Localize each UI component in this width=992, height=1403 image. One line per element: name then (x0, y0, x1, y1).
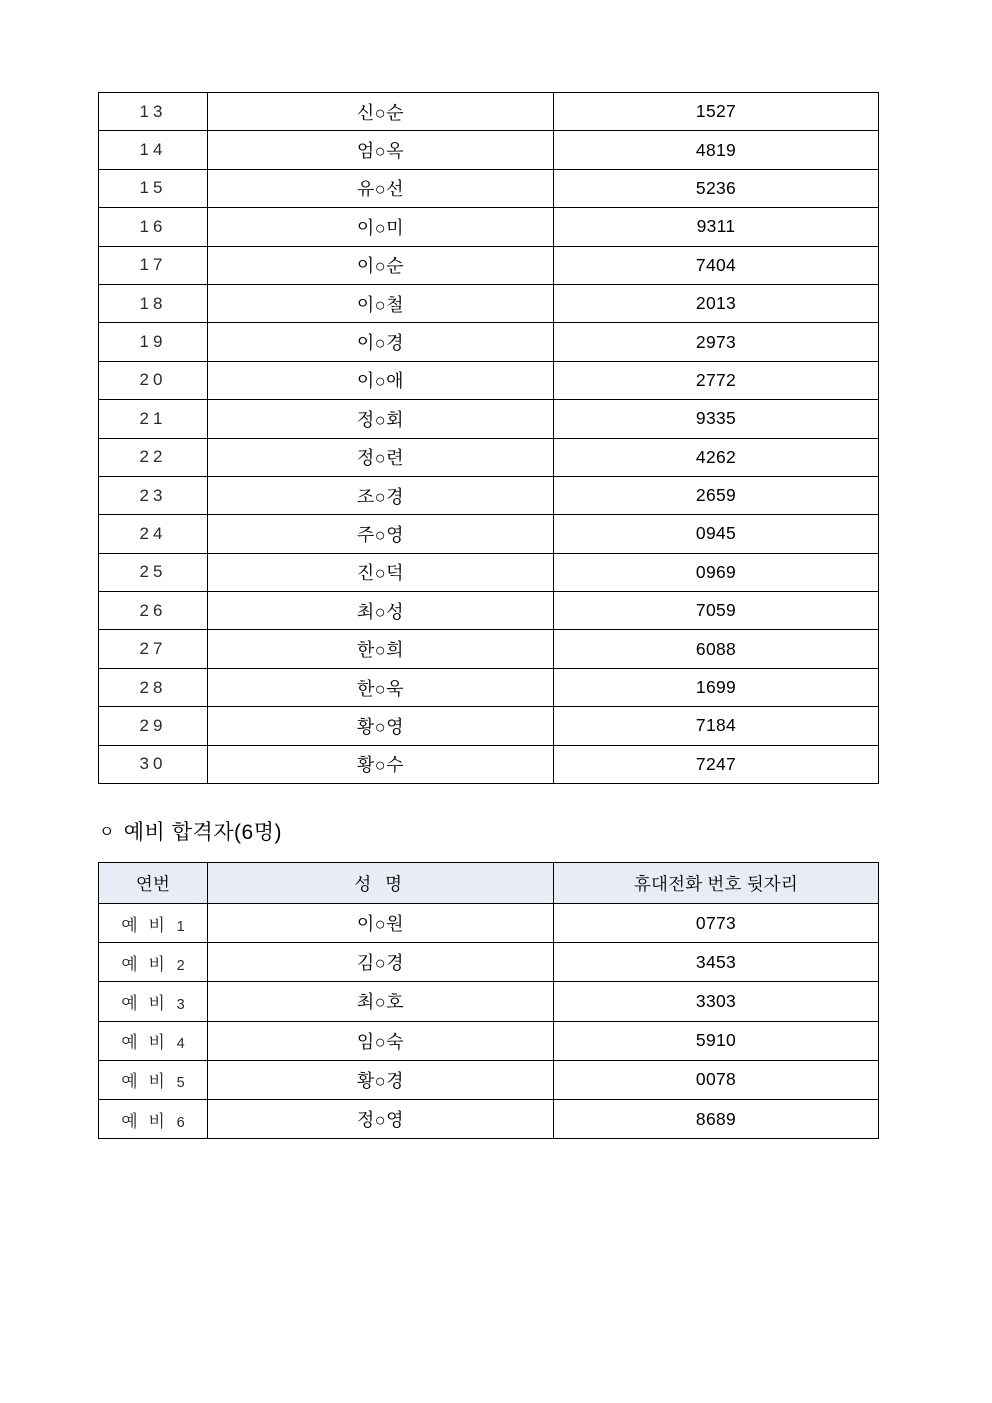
table-row (99, 707, 879, 745)
row-sequence (99, 943, 208, 982)
reserve-number: 1 (176, 918, 185, 935)
row-phone: 9311 (554, 208, 879, 246)
table-row (99, 1099, 879, 1138)
row-sequence: 25 (99, 553, 208, 591)
table-row (99, 476, 879, 514)
table-row (99, 1060, 879, 1099)
row-name: 조○경 (208, 476, 554, 514)
table-row (99, 668, 879, 706)
row-sequence: 13 (99, 93, 208, 131)
row-name: 한○희 (208, 630, 554, 668)
table-row (99, 208, 879, 246)
row-name: 정○영 (208, 1099, 554, 1138)
row-name: 한○욱 (208, 668, 554, 706)
table-row (99, 943, 879, 982)
row-name: 이○순 (208, 246, 554, 284)
row-sequence: 30 (99, 745, 208, 783)
row-sequence: 29 (99, 707, 208, 745)
reserve-table-body (99, 904, 879, 1139)
row-phone: 0773 (554, 904, 879, 943)
row-phone: 4819 (554, 131, 879, 169)
row-sequence (99, 1021, 208, 1060)
row-phone: 9335 (554, 400, 879, 438)
reserve-table-head (99, 863, 879, 904)
row-name: 황○수 (208, 745, 554, 783)
table-row (99, 515, 879, 553)
row-phone: 0945 (554, 515, 879, 553)
row-phone: 3453 (554, 943, 879, 982)
row-phone: 5236 (554, 169, 879, 207)
row-name: 이○미 (208, 208, 554, 246)
row-name: 유○선 (208, 169, 554, 207)
row-name: 임○숙 (208, 1021, 554, 1060)
row-phone: 7404 (554, 246, 879, 284)
row-name: 정○련 (208, 438, 554, 476)
table-row (99, 438, 879, 476)
row-name: 이○경 (208, 323, 554, 361)
reserve-label: 예 비 (121, 1111, 168, 1131)
row-phone: 2013 (554, 284, 879, 322)
reserve-number: 3 (176, 996, 185, 1013)
row-name: 최○호 (208, 982, 554, 1021)
row-name: 주○영 (208, 515, 554, 553)
row-sequence: 28 (99, 668, 208, 706)
row-name: 최○성 (208, 592, 554, 630)
row-sequence: 17 (99, 246, 208, 284)
row-sequence (99, 982, 208, 1021)
table-row (99, 169, 879, 207)
row-sequence: 26 (99, 592, 208, 630)
row-name: 이○원 (208, 904, 554, 943)
reserve-section-heading (99, 816, 282, 846)
reserve-number: 4 (176, 1036, 185, 1053)
table-row (99, 1021, 879, 1060)
row-name: 정○회 (208, 400, 554, 438)
table-row (99, 982, 879, 1021)
table-row (99, 323, 879, 361)
row-phone: 1527 (554, 93, 879, 131)
row-sequence: 20 (99, 361, 208, 399)
row-name: 이○애 (208, 361, 554, 399)
row-sequence: 14 (99, 131, 208, 169)
row-name: 신○순 (208, 93, 554, 131)
accepted-table-body (99, 93, 879, 784)
table-header-row (99, 863, 879, 904)
reserve-number: 5 (176, 1075, 185, 1092)
reserve-number: 2 (176, 957, 185, 974)
row-name: 이○철 (208, 284, 554, 322)
column-header-name: 성 명 (208, 863, 554, 904)
reserve-label: 예 비 (121, 954, 168, 974)
row-phone: 3303 (554, 982, 879, 1021)
row-phone: 5910 (554, 1021, 879, 1060)
row-phone: 4262 (554, 438, 879, 476)
row-sequence: 27 (99, 630, 208, 668)
table-row (99, 630, 879, 668)
row-phone: 0969 (554, 553, 879, 591)
row-sequence: 19 (99, 323, 208, 361)
table-row (99, 93, 879, 131)
reserve-label: 예 비 (121, 993, 168, 1013)
row-sequence: 16 (99, 208, 208, 246)
row-phone: 6088 (554, 630, 879, 668)
row-sequence (99, 904, 208, 943)
table-row (99, 284, 879, 322)
table-row (99, 745, 879, 783)
row-sequence (99, 1060, 208, 1099)
row-name: 엄○옥 (208, 131, 554, 169)
reserve-label: 예 비 (121, 1072, 168, 1092)
reserve-list-table (98, 862, 879, 1139)
bullet-icon: ㅇ (99, 824, 115, 841)
column-header-sequence: 연번 (99, 863, 208, 904)
table-row (99, 246, 879, 284)
row-sequence: 15 (99, 169, 208, 207)
reserve-label: 예 비 (121, 1033, 168, 1053)
column-header-phone: 휴대전화 번호 뒷자리 (554, 863, 879, 904)
table-row (99, 400, 879, 438)
row-sequence (99, 1099, 208, 1138)
table-row (99, 131, 879, 169)
reserve-label: 예 비 (121, 915, 168, 935)
row-name: 황○영 (208, 707, 554, 745)
row-phone: 2659 (554, 476, 879, 514)
row-phone: 7247 (554, 745, 879, 783)
row-name: 황○경 (208, 1060, 554, 1099)
row-sequence: 24 (99, 515, 208, 553)
row-name: 진○덕 (208, 553, 554, 591)
row-sequence: 23 (99, 476, 208, 514)
table-row (99, 904, 879, 943)
table-row (99, 553, 879, 591)
row-phone: 1699 (554, 668, 879, 706)
reserve-heading-text: 예비 합격자(6명) (123, 821, 282, 844)
row-phone: 0078 (554, 1060, 879, 1099)
reserve-number: 6 (176, 1114, 185, 1131)
row-name: 김○경 (208, 943, 554, 982)
row-phone: 7184 (554, 707, 879, 745)
table-row (99, 592, 879, 630)
row-sequence: 22 (99, 438, 208, 476)
row-sequence: 21 (99, 400, 208, 438)
row-phone: 8689 (554, 1099, 879, 1138)
accepted-list-table (98, 92, 879, 784)
row-phone: 7059 (554, 592, 879, 630)
row-phone: 2772 (554, 361, 879, 399)
table-row (99, 361, 879, 399)
row-sequence: 18 (99, 284, 208, 322)
row-phone: 2973 (554, 323, 879, 361)
